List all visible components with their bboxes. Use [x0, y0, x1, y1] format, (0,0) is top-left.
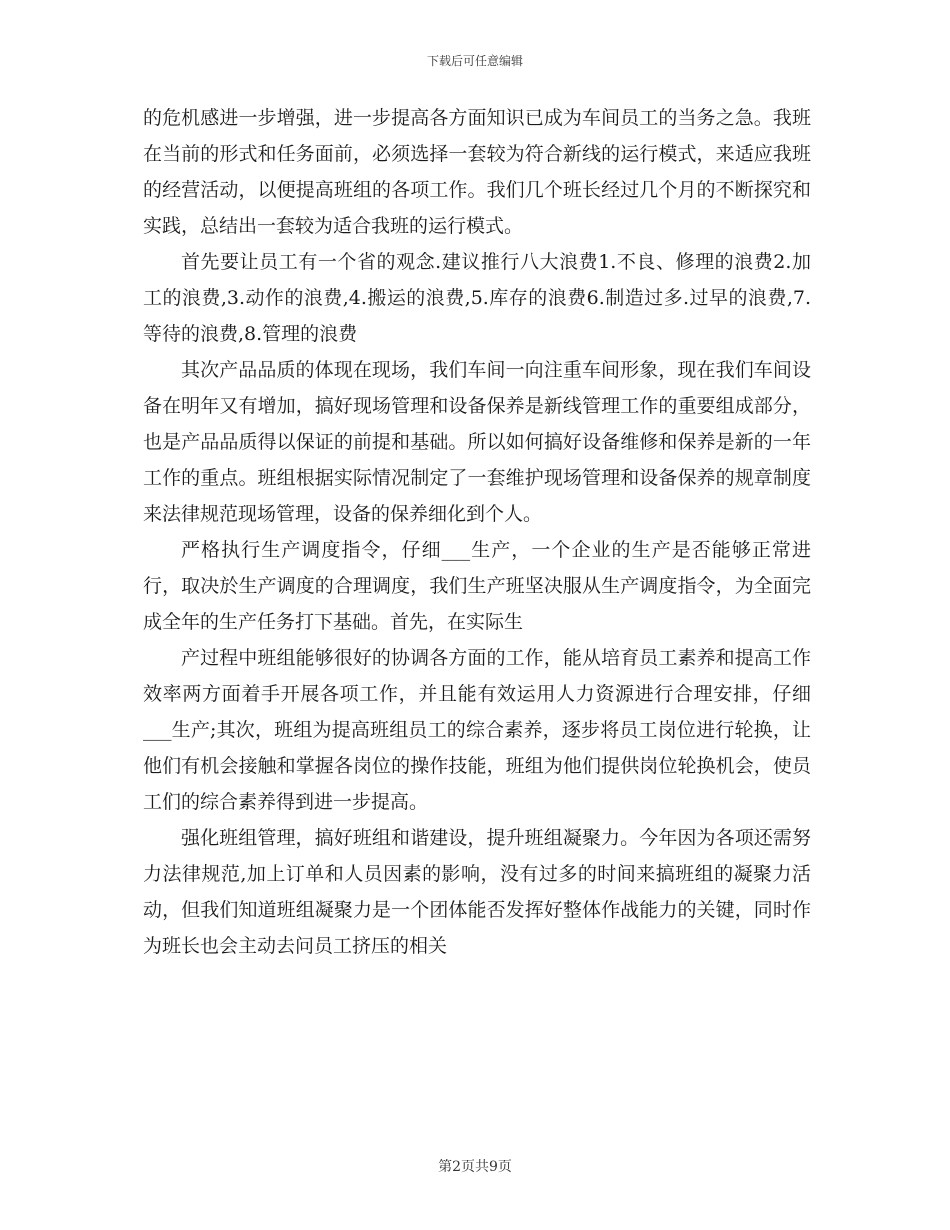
paragraph-5: 产过程中班组能够很好的协调各方面的工作，能从培育员工素养和提高工作效率两方面着手开展各项工作，并且能有效运用人力资源进行合理安排，仔细___生产;其次，班组为提高班组员工的综合素养，逐步将员工岗位进行轮换，让他们有机会接触和掌握各岗位的操作技能，班组为他们提供岗位轮换机会，使员工们的综合素养得到进一步提高。 — [143, 647, 811, 813]
paragraph-3: 其次产品品质的体现在现场，我们车间一向注重车间形象，现在我们车间设备在明年又有增加，搞好现场管理和设备保养是新线管理工作的重要组成部分，也是产品品质得以保证的前提和基础。所以如何搞好设备维修和保养是新的一年工作的重点。班组根据实际情况制定了一套维护现场管理和设备保养的规章制度来法律规范现场管理，设备的保养细化到个人。 — [143, 359, 811, 525]
document-body — [143, 100, 811, 964]
paragraph-1: 的危机感进一步增强，进一步提高各方面知识已成为车间员工的当务之急。我班在当前的形式和任务面前，必须选择一套较为符合新线的运行模式，来适应我班的经营活动，以便提高班组的各项工作。我们几个班长经过几个月的不断探究和实践，总结出一套较为适合我班的运行模式。 — [143, 107, 811, 237]
paragraph-4: 严格执行生产调度指令，仔细___生产，一个企业的生产是否能够正常进行，取决於生产调度的合理调度，我们生产班坚决服从生产调度指令，为全面完成全年的生产任务打下基础。首先，在实际生 — [143, 539, 811, 633]
paragraph-2: 首先要让员工有一个省的观念.建议推行八大浪费1.不良、修理的浪费2.加工的浪费,3.动作的浪费,4.搬运的浪费,5.库存的浪费6.制造过多.过早的浪费,7.等待的浪费,8.管理的浪费 — [143, 251, 811, 345]
page-header: 下载后可任意编辑 — [426, 54, 523, 68]
page-number: 第2页共9页 — [438, 1159, 512, 1175]
paragraph-6: 强化班组管理，搞好班组和谐建设，提升班组凝聚力。今年因为各项还需努力法律规范,加上订单和人员因素的影响，没有过多的时间来搞班组的凝聚力活动，但我们知道班组凝聚力是一个团体能否发挥好整体作战能力的关键，同时作为班长也会主动去问员工挤压的相关 — [143, 827, 811, 957]
